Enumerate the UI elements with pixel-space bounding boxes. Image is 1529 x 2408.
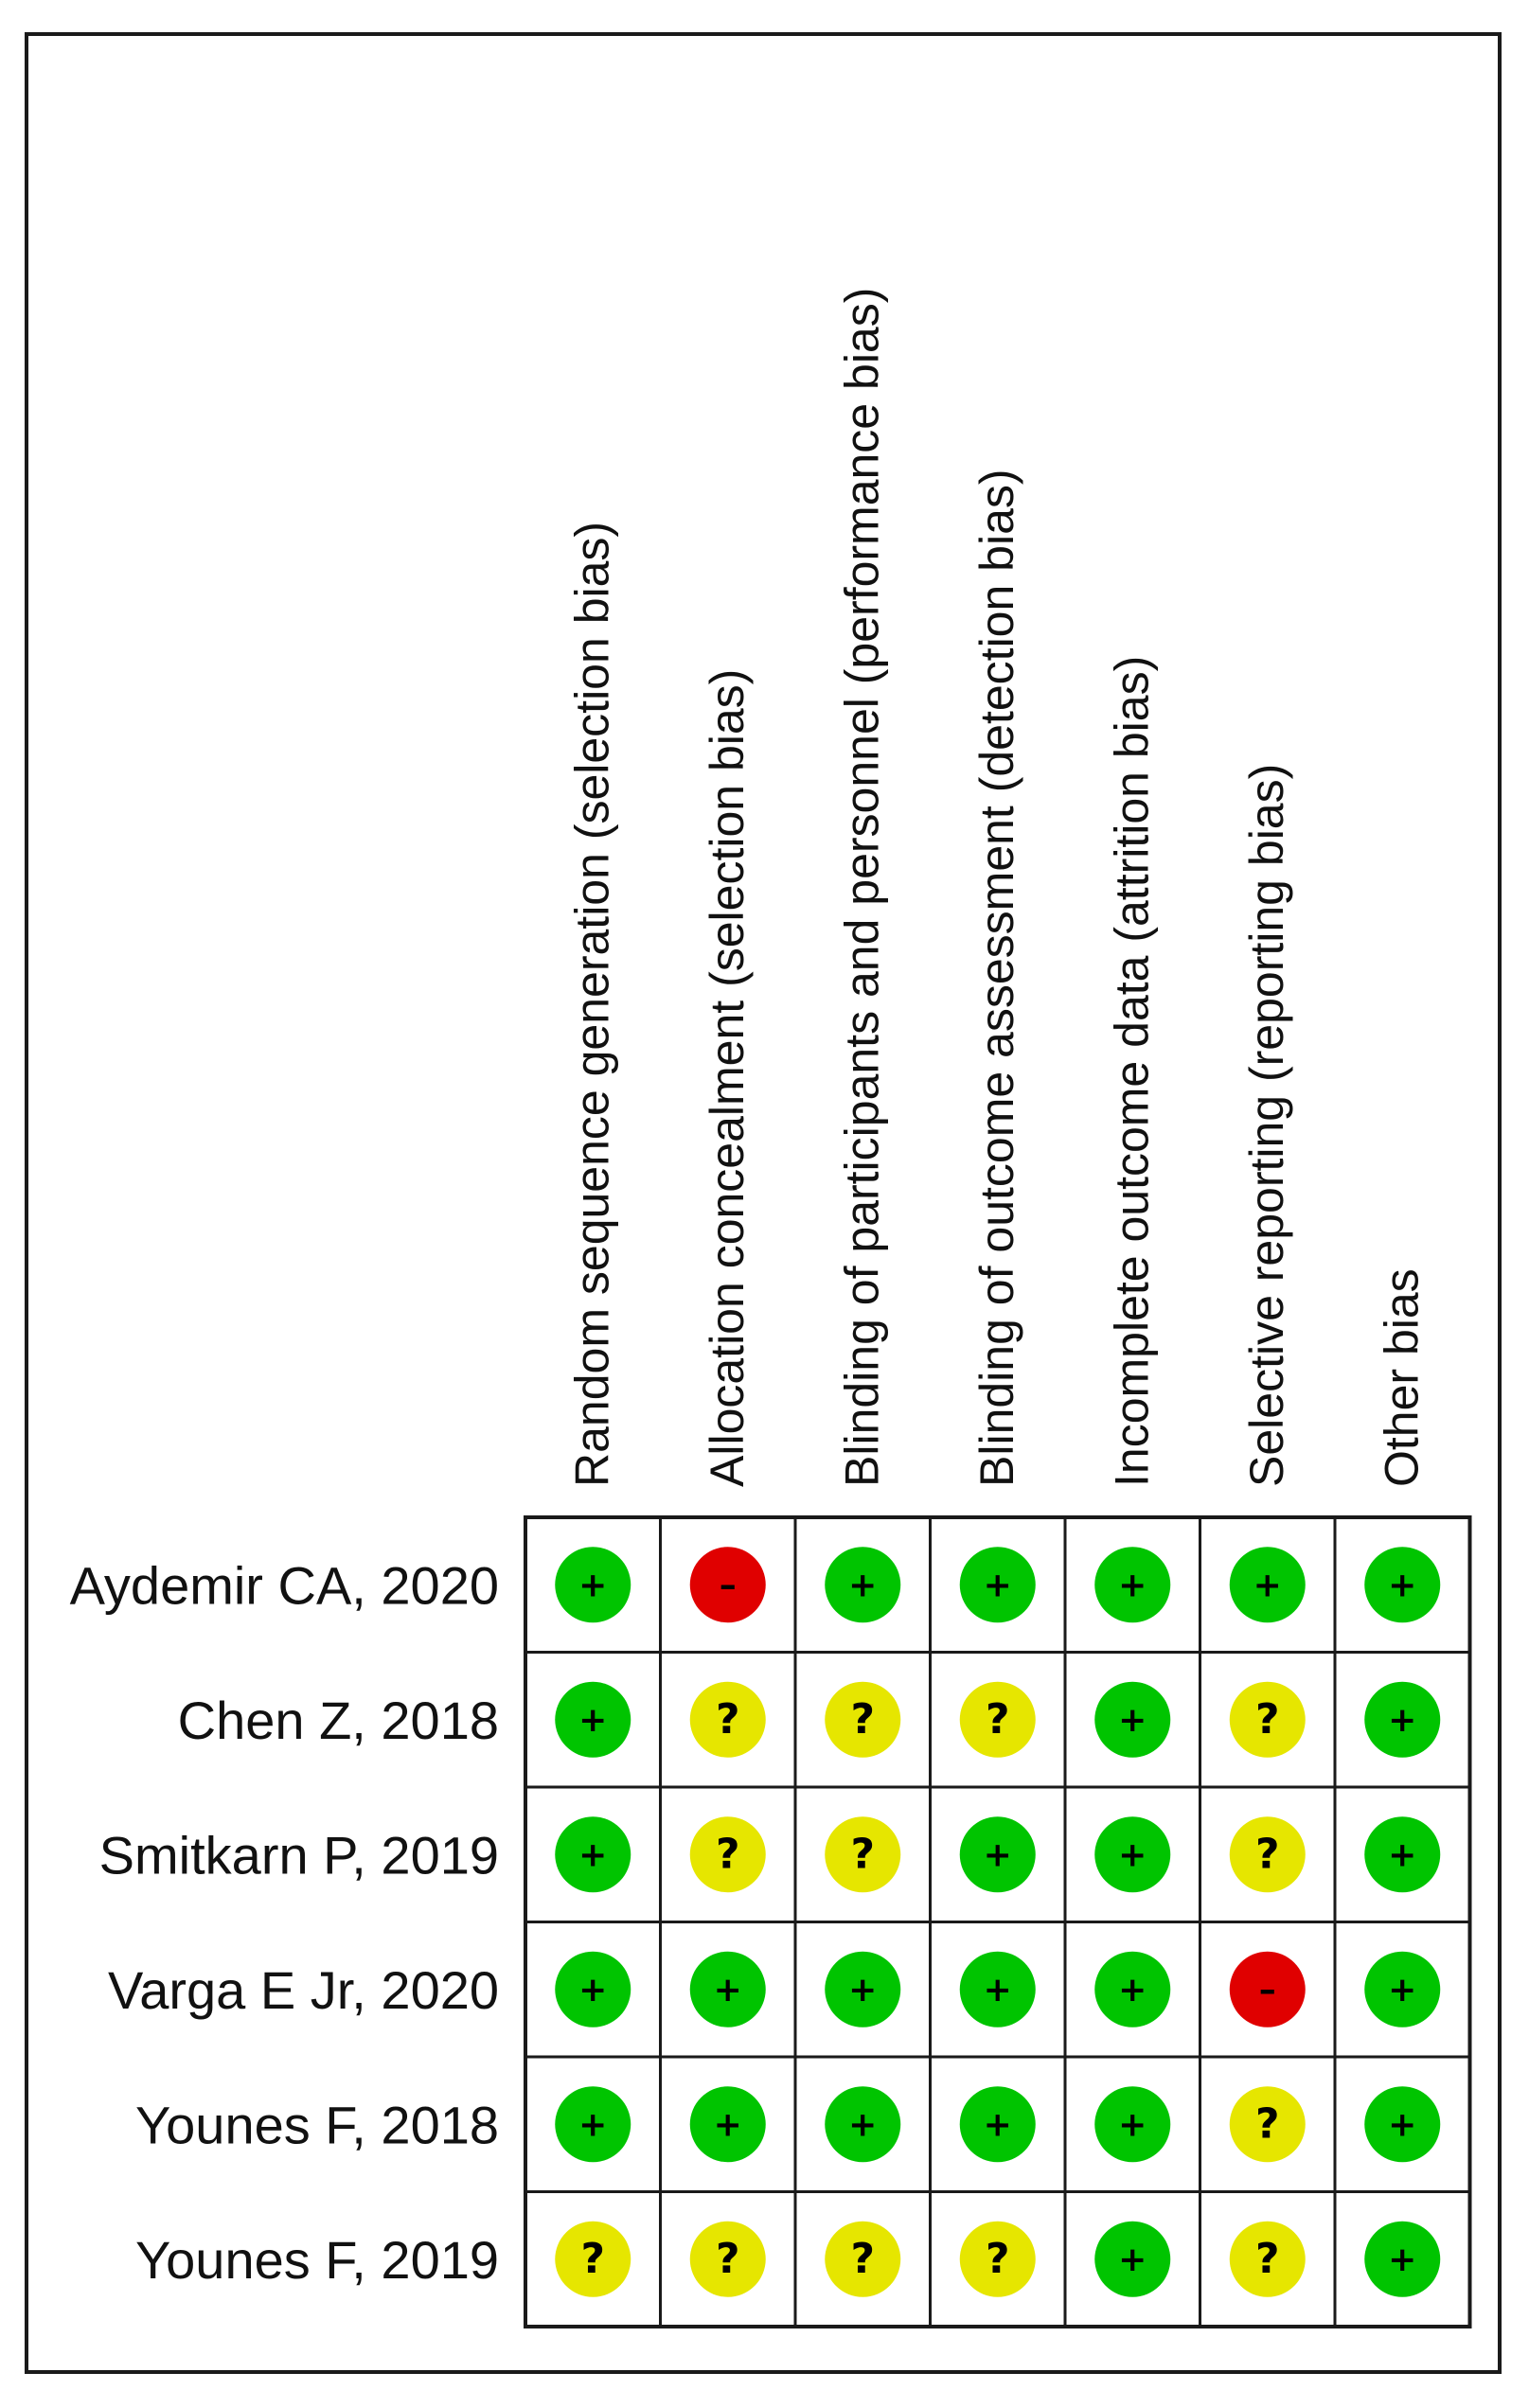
rating-symbol: + [578, 2105, 608, 2145]
rating-low-icon [960, 1816, 1036, 1892]
rating-symbol: ? [850, 1830, 876, 1879]
rating-symbol: – [719, 1566, 737, 1605]
rating-low-icon [1364, 1547, 1440, 1622]
rating-symbol: + [1118, 1835, 1147, 1875]
column-label: Selective reporting (reporting bias) [1239, 763, 1293, 1487]
rating-unclear-icon [825, 1816, 900, 1892]
rating-low-icon [555, 1547, 631, 1622]
rating-unclear-icon [825, 1682, 900, 1758]
rating-symbol: ? [1254, 1694, 1280, 1744]
rating-symbol: + [578, 1835, 608, 1875]
rating-low-icon [1094, 2222, 1170, 2297]
rating-symbol: + [848, 1566, 878, 1605]
row-label: Varga E Jr, 2020 [108, 1959, 499, 2020]
rating-symbol: + [983, 2105, 1012, 2145]
rating-low-icon [1364, 1682, 1440, 1758]
rating-symbol: ? [850, 2234, 876, 2283]
row-label: Younes F, 2019 [134, 2229, 499, 2290]
rating-unclear-icon [690, 1682, 766, 1758]
rating-low-icon [690, 1952, 766, 2027]
rating-symbol: ? [715, 1694, 740, 1744]
rating-symbol: + [578, 1970, 608, 2010]
column-label: Other bias [1375, 1268, 1429, 1487]
assessment-grid [525, 1517, 1470, 2327]
rating-unclear-icon [1230, 1682, 1306, 1758]
rating-unclear-icon [960, 2222, 1036, 2297]
rating-low-icon [1364, 1952, 1440, 2027]
rating-low-icon [825, 1547, 900, 1622]
rating-symbol: ? [1254, 2099, 1280, 2149]
rating-symbol: + [578, 1566, 608, 1605]
rating-low-icon [555, 1682, 631, 1758]
rating-unclear-icon [1230, 2222, 1306, 2297]
rating-low-icon [960, 1547, 1036, 1622]
row-labels [70, 1555, 499, 2290]
rating-unclear-icon [960, 1682, 1036, 1758]
rating-low-icon [555, 1952, 631, 2027]
rating-low-icon [1230, 1547, 1306, 1622]
rating-unclear-icon [555, 2222, 631, 2297]
rating-symbol: + [983, 1566, 1012, 1605]
rating-symbol: + [1118, 2105, 1147, 2145]
rating-symbol: + [983, 1970, 1012, 2010]
rating-symbol: + [713, 2105, 742, 2145]
rating-low-icon [960, 2086, 1036, 2162]
rating-unclear-icon [690, 2222, 766, 2297]
rating-symbol: + [1118, 2240, 1147, 2279]
rating-symbol: ? [1254, 2234, 1280, 2283]
column-labels [565, 288, 1428, 1487]
row-label: Smitkarn P, 2019 [98, 1825, 499, 1886]
rating-high-icon [690, 1547, 766, 1622]
rating-symbol: + [1118, 1970, 1147, 2010]
rating-low-icon [1094, 1952, 1170, 2027]
rating-symbol: + [1388, 1970, 1417, 2010]
column-label: Blinding of outcome assessment (detection bias) [969, 469, 1023, 1487]
row-label: Younes F, 2018 [134, 2095, 499, 2155]
rating-symbol: + [1388, 2240, 1417, 2279]
rating-symbol: + [1118, 1700, 1147, 1740]
rating-symbol: + [1388, 2105, 1417, 2145]
rating-symbol: + [1388, 1566, 1417, 1605]
rating-symbol: ? [985, 1694, 1010, 1744]
rating-low-icon [1364, 1816, 1440, 1892]
rating-symbol: + [848, 2105, 878, 2145]
rating-high-icon [1230, 1952, 1306, 2027]
rating-symbol: ? [580, 2234, 606, 2283]
rating-low-icon [825, 2086, 900, 2162]
rating-symbol: + [578, 1700, 608, 1740]
column-label: Incomplete outcome data (attrition bias) [1105, 655, 1159, 1487]
rating-low-icon [1364, 2222, 1440, 2297]
column-label: Random sequence generation (selection bias) [565, 521, 619, 1487]
rating-symbol: ? [850, 1694, 876, 1744]
rating-unclear-icon [1230, 1816, 1306, 1892]
column-label: Blinding of participants and personnel (performance bias) [835, 287, 889, 1487]
rating-symbol: + [713, 1970, 742, 2010]
rating-symbol: + [1253, 1566, 1282, 1605]
rating-unclear-icon [690, 1816, 766, 1892]
rating-low-icon [1094, 1816, 1170, 1892]
rating-unclear-icon [1230, 2086, 1306, 2162]
rating-symbol: + [848, 1970, 878, 2010]
rating-symbol: + [1388, 1835, 1417, 1875]
rating-low-icon [1094, 1682, 1170, 1758]
rating-unclear-icon [825, 2222, 900, 2297]
rating-symbol: + [1388, 1700, 1417, 1740]
rating-low-icon [1094, 1547, 1170, 1622]
rating-symbol: ? [985, 2234, 1010, 2283]
row-label: Chen Z, 2018 [177, 1690, 499, 1750]
rating-low-icon [960, 1952, 1036, 2027]
rating-low-icon [690, 2086, 766, 2162]
rating-low-icon [1094, 2086, 1170, 2162]
rating-symbol: ? [1254, 1830, 1280, 1879]
rating-low-icon [1364, 2086, 1440, 2162]
rating-symbol: + [983, 1835, 1012, 1875]
rating-symbol: + [1118, 1566, 1147, 1605]
column-label: Allocation concealment (selection bias) [700, 668, 754, 1487]
rating-symbol: ? [715, 1830, 740, 1879]
rating-low-icon [825, 1952, 900, 2027]
rating-low-icon [555, 2086, 631, 2162]
rating-symbol: – [1258, 1970, 1276, 2010]
rating-low-icon [555, 1816, 631, 1892]
row-label: Aydemir CA, 2020 [69, 1555, 499, 1616]
rating-symbol: ? [715, 2234, 740, 2283]
